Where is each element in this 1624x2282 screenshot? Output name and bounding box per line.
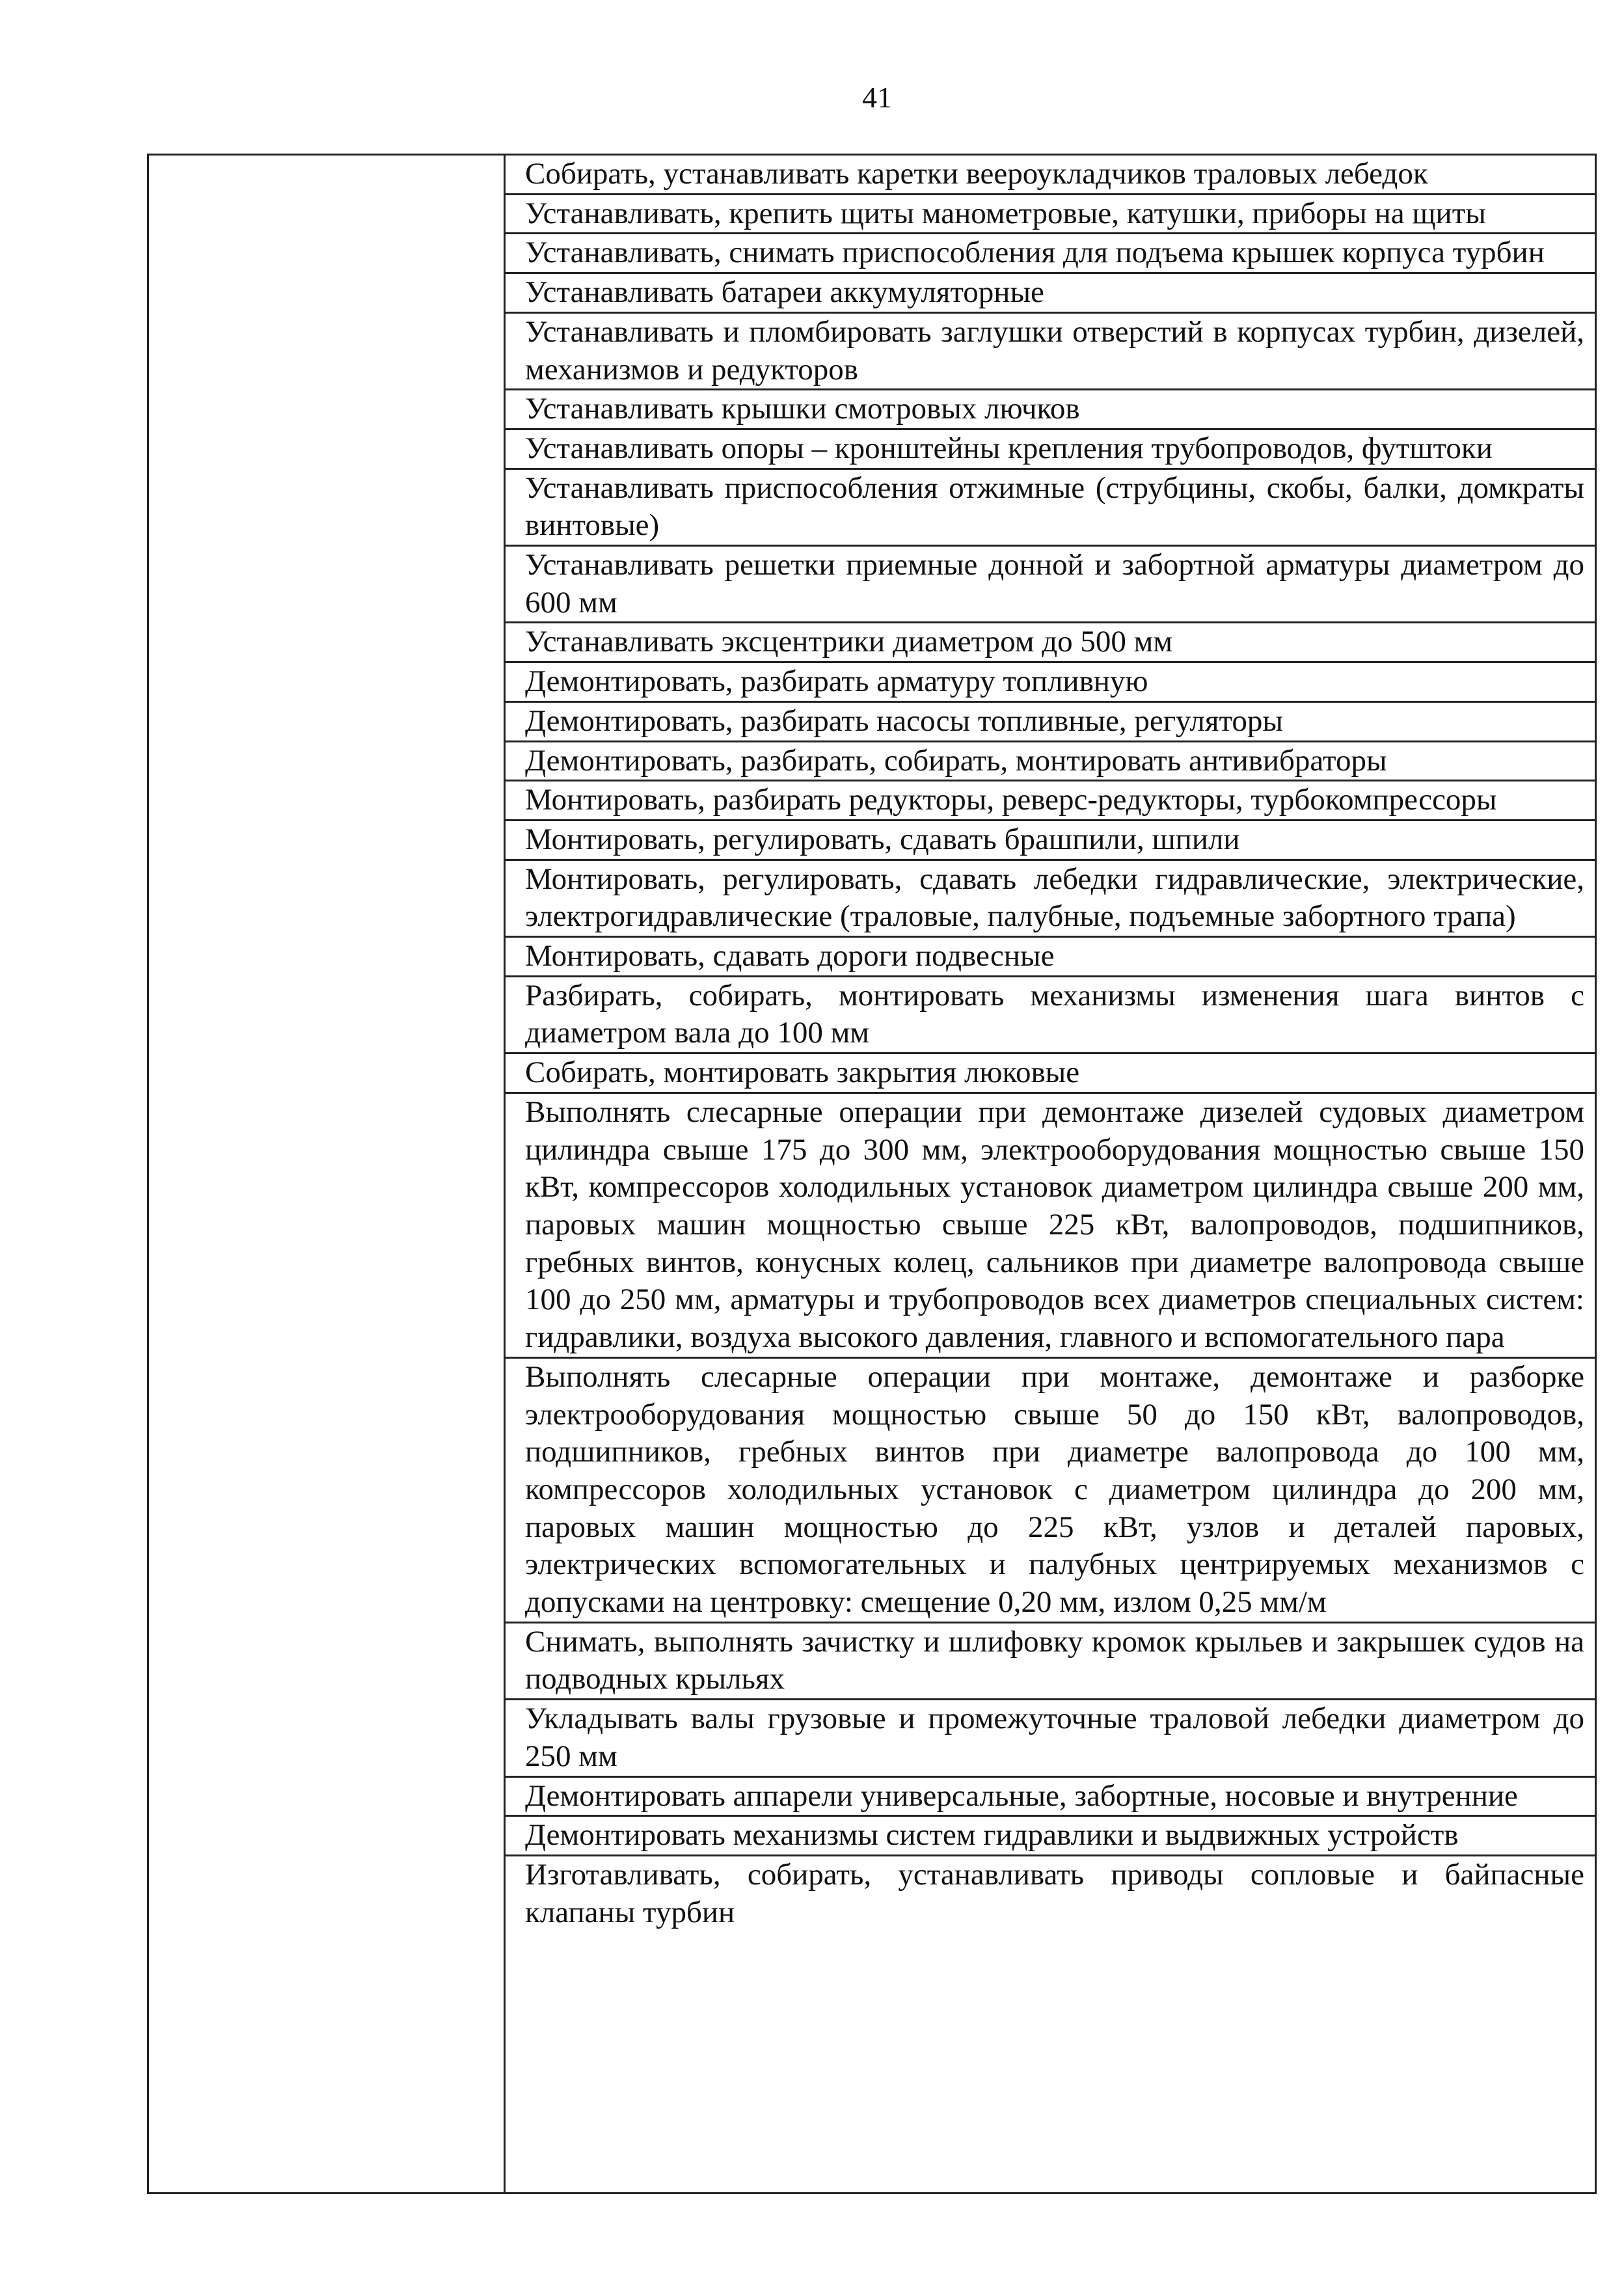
work-item: Монтировать, регулировать, сдавать брашпили, шпили [506,821,1595,861]
work-item: Выполнять слесарные операции при демонтаже дизелей судовых диаметром цилиндра свыше 175 до 300 мм, электрооборудования мощностью свыше 150 кВт, компрессоров холодильных установок диаметром цилиндра свыше 200 мм, паровых машин мощностью свыше 225 кВт, валопроводов, подшипников, гребных винтов, конусных колец, сальников при диаметре валопровода свыше 100 до 250 мм, арматуры и трубопроводов всех диаметров специальных систем: гидравлики, воздуха высокого давления, главного и вспомогательного пара [506,1094,1595,1359]
work-item: Демонтировать, разбирать, собирать, монтировать антивибраторы [506,742,1595,782]
work-item: Устанавливать батареи аккумуляторные [506,274,1595,314]
table-row [148,155,1596,2194]
left-empty-cell [148,155,505,2194]
work-item: Выполнять слесарные операции при монтаже, демонтаже и разборке электрооборудования мощностью свыше 50 до 150 кВт, валопроводов, подшипников, гребных винтов при диаметре валопровода до 100 мм, компрессоров холодильных установок с диаметром цилиндра до 200 мм, паровых машин мощностью до 225 кВт, узлов и деталей паровых, электрических вспомогательных и палубных центрируемых механизмов с допусками на центровку: смещение 0,20 мм, излом 0,25 мм/м [506,1359,1595,1623]
work-item: Устанавливать, крепить щиты манометровые, катушки, приборы на щиты [506,195,1595,235]
work-items-cell [505,155,1596,2194]
work-item: Снимать, выполнять зачистку и шлифовку кромок крыльев и закрышек судов на подводных крыльях [506,1623,1595,1700]
work-item: Монтировать, сдавать дороги подвесные [506,938,1595,977]
work-item: Устанавливать крышки смотровых лючков [506,390,1595,430]
work-item: Разбирать, собирать, монтировать механизмы изменения шага винтов с диаметром вала до 100 мм [506,977,1595,1054]
work-item: Устанавливать эксцентрики диаметром до 500 мм [506,623,1595,663]
work-item: Устанавливать и пломбировать заглушки отверстий в корпусах турбин, дизелей, механизмов и редукторов [506,314,1595,390]
work-item: Устанавливать опоры – кронштейны крепления трубопроводов, футштоки [506,430,1595,470]
work-item: Демонтировать, разбирать насосы топливные, регуляторы [506,703,1595,742]
work-item: Устанавливать приспособления отжимные (струбцины, скобы, балки, домкраты винтовые) [506,470,1595,547]
work-item: Собирать, устанавливать каретки веероукладчиков траловых лебедок [506,156,1595,195]
work-item: Демонтировать, разбирать арматуру топливную [506,663,1595,703]
work-item: Монтировать, разбирать редукторы, реверс-редукторы, турбокомпрессоры [506,781,1595,821]
work-item: Монтировать, регулировать, сдавать лебедки гидравлические, электрические, электрогидравлические (траловые, палубные, подъемные забортного трапа) [506,861,1595,938]
work-item: Устанавливать решетки приемные донной и забортной арматуры диаметром до 600 мм [506,547,1595,623]
work-list-table [147,154,1597,2194]
work-item: Собирать, монтировать закрытия люковые [506,1054,1595,1094]
work-item: Демонтировать механизмы систем гидравлики и выдвижных устройств [506,1817,1595,1856]
work-item: Укладывать валы грузовые и промежуточные траловой лебедки диаметром до 250 мм [506,1700,1595,1777]
page-number: 41 [862,81,892,114]
work-item: Демонтировать аппарели универсальные, забортные, носовые и внутренние [506,1778,1595,1817]
work-item: Изготавливать, собирать, устанавливать приводы сопловые и байпасные клапаны турбин [525,1857,1584,1929]
work-item: Устанавливать, снимать приспособления для подъема крышек корпуса турбин [506,234,1595,274]
